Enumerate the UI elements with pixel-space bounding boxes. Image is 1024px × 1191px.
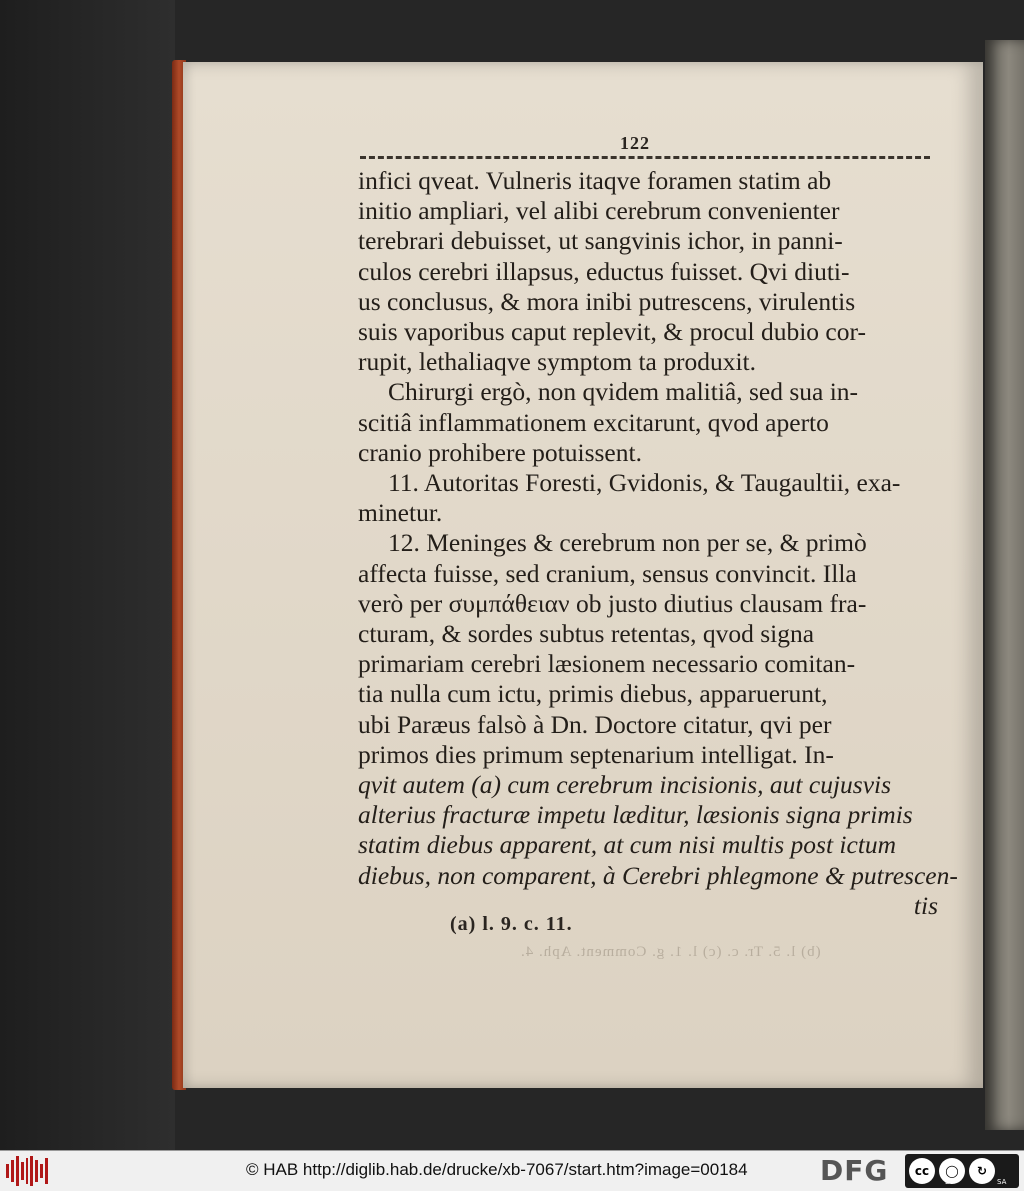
text-line: primariam cerebri læsionem necessario comitan- xyxy=(358,649,856,679)
attribution-icon: ◯ xyxy=(939,1158,965,1184)
text-line: initio ampliari, vel alibi cerebrum convenienter xyxy=(358,196,840,226)
text-line: diebus, non comparent, à Cerebri phlegmone & putrescen- xyxy=(358,860,958,890)
text-line: qvit autem (a) cum cerebrum incisionis, aut cujusvis xyxy=(358,770,892,800)
page-number: 122 xyxy=(620,133,650,153)
text-line: 12. Meninges & cerebrum non per se, & primò xyxy=(388,528,867,558)
footer-bar xyxy=(0,1150,1024,1191)
catchword: tis xyxy=(913,890,938,920)
hab-logo-icon[interactable] xyxy=(6,1155,48,1187)
text-line: verò per συμπάθειαν ob justo diutius clausam fra- xyxy=(358,588,867,618)
cc-by-label: BY xyxy=(945,1178,954,1186)
text-line: suis vaporibus caput replevit, & procul dubio cor- xyxy=(358,317,866,347)
footnote: (a) l. 9. c. 11. xyxy=(450,913,573,935)
cc-license-badge[interactable] xyxy=(905,1154,1019,1188)
share-alike-icon: ↻ xyxy=(969,1158,995,1184)
text-line: culos cerebri illapsus, eductus fuisset. Qvi diuti- xyxy=(358,256,850,286)
text-line: primos dies primum septenarium intelligat. In- xyxy=(358,739,834,769)
text-line: cturam, & sordes subtus retentas, qvod signa xyxy=(358,619,815,649)
text-line: minetur. xyxy=(358,498,443,528)
text-line: statim diebus apparent, at cum nisi multis post ictum xyxy=(358,830,897,860)
text-line: us conclusus, & mora inibi putrescens, virulentis xyxy=(358,286,856,316)
text-line: infici qveat. Vulneris itaqve foramen statim ab xyxy=(358,166,832,195)
bleed-through-text: (b) l. 5. Tr. c. (c) l. 1. g. Comment. Aph. 4. xyxy=(520,944,821,960)
header-rule xyxy=(360,156,930,159)
copyright-link[interactable]: © HAB http://diglib.hab.de/drucke/xb-7067/start.htm?image=00184 xyxy=(246,1160,748,1179)
dfg-logo[interactable]: DFG xyxy=(820,1154,889,1187)
background-shadow xyxy=(0,0,175,1150)
page-text xyxy=(358,166,958,921)
text-line: ubi Paræus falsò à Dn. Doctore citatur, qvi per xyxy=(358,709,832,739)
text-line: scitiâ inflammationem excitarunt, qvod aperto xyxy=(358,407,829,437)
text-line: cranio prohibere potuissent. xyxy=(358,437,642,467)
text-line: terebrari debuisset, ut sangvinis ichor, in panni- xyxy=(358,226,843,256)
text-line: 11. Autoritas Foresti, Gvidonis, & Taugaultii, exa- xyxy=(388,468,901,498)
text-line: rupit, lethaliaqve symptom ta produxit. xyxy=(358,347,757,377)
text-line: tia nulla cum ictu, primis diebus, apparuerunt, xyxy=(358,679,828,709)
text-line: affecta fuisse, sed cranium, sensus convincit. Illa xyxy=(358,558,857,588)
text-line: Chirurgi ergò, non qvidem malitiâ, sed sua in- xyxy=(388,377,859,407)
text-line: alterius fracturæ impetu læditur, læsionis signa primis xyxy=(358,800,913,830)
facing-page-edge xyxy=(985,40,1024,1130)
cc-sa-label: SA xyxy=(997,1178,1007,1186)
cc-icon: cc xyxy=(909,1158,935,1184)
